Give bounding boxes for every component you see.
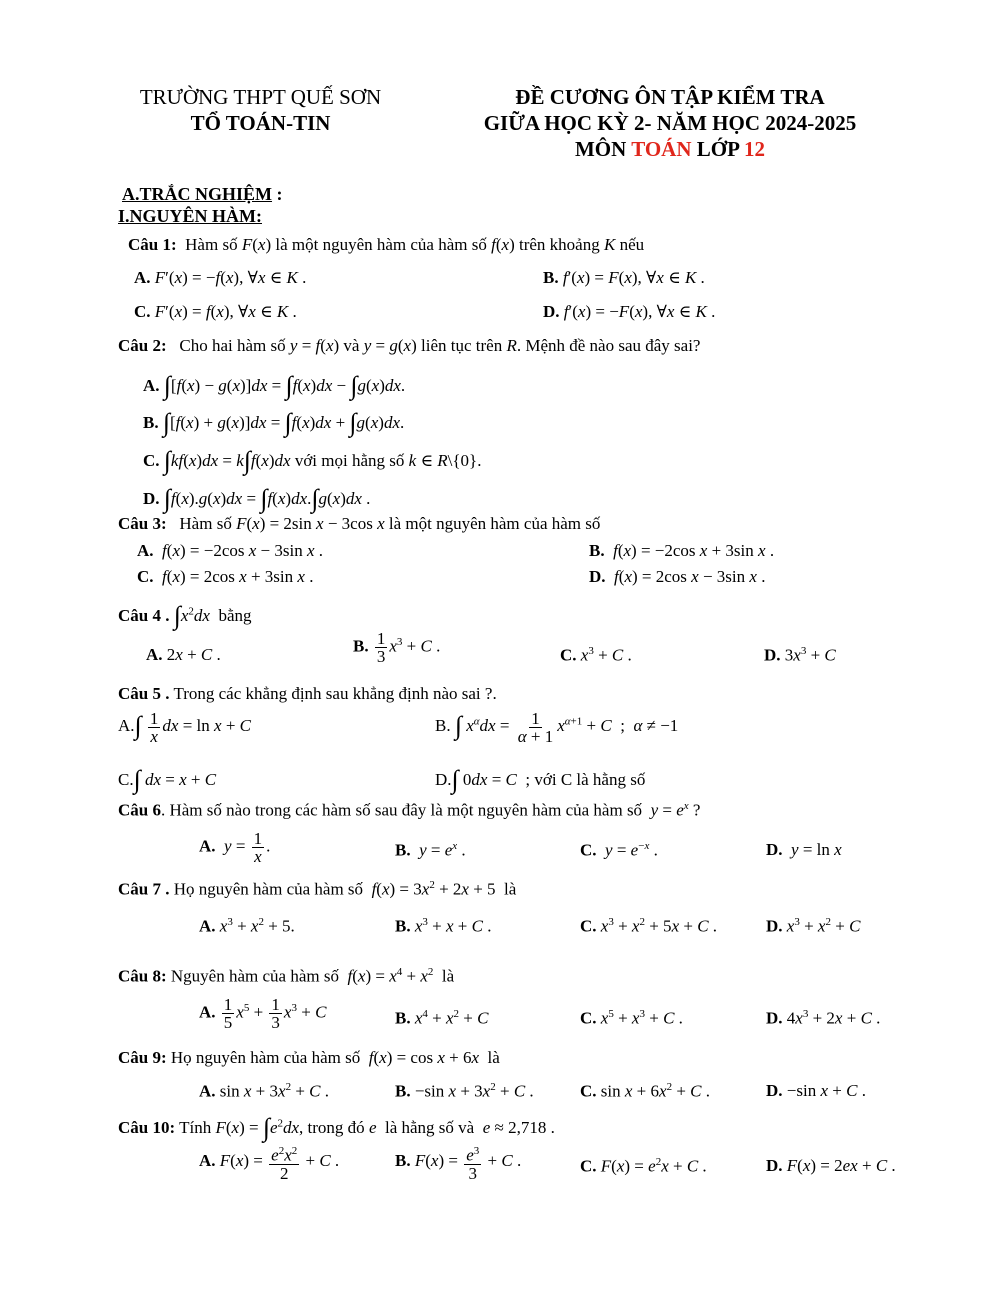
q9-option-d[interactable]: D. −sin x + C . <box>766 1081 866 1100</box>
q10-option-a[interactable]: A. F(x) = $\frac{e^2x^2}{2}$ + C . <box>199 1145 340 1183</box>
question-2: Câu 2: Cho hai hàm số y = f(x) và y = g(x) liên tục trên R. Mệnh đề nào sau đây sai? <box>118 336 701 355</box>
q8-option-c[interactable]: C. $x^5 + x^3 + C$ . <box>580 1008 683 1028</box>
q7-option-b[interactable]: B. $x^3 + x + C$ . <box>395 916 492 936</box>
q6-option-d[interactable]: D. y = ln x <box>766 840 842 859</box>
question-1: Câu 1: Hàm số F(x) là một nguyên hàm của hàm số f(x) trên khoảng K nếu <box>128 235 645 254</box>
q10-option-b[interactable]: B. F(x) = $\frac{e^3}{3}$ + C . <box>395 1145 522 1183</box>
doc-title-line1: ĐỀ CƯƠNG ÔN TẬP KIỂM TRA <box>515 85 825 109</box>
q7-option-d[interactable]: D. $x^3 + x^2 + C$ <box>766 916 861 936</box>
q8-option-b[interactable]: B. $x^4 + x^2 + C$ <box>395 1008 489 1028</box>
q6-option-c[interactable]: C. $y = e^{-x}$ . <box>580 840 658 860</box>
q6-option-b[interactable]: B. $y = e^x$ . <box>395 840 466 860</box>
q2-option-a[interactable]: A. ∫[f(x) − g(x)]dx = ∫f(x)dx − ∫g(x)dx. <box>143 371 406 400</box>
q9-option-b[interactable]: B. −sin $x + 3x^2 + C$ . <box>395 1081 534 1101</box>
q5-option-a[interactable]: A.∫ $\frac{1}{x}$ dx = ln x + C <box>118 708 251 746</box>
q1-option-b[interactable]: B. f′(x) = F(x), ∀x ∈ K . <box>543 268 705 287</box>
q1-option-d[interactable]: D. f′(x) = −F(x), ∀x ∈ K . <box>543 302 716 321</box>
q3-option-a[interactable]: A. f(x) = −2cos x − 3sin x . <box>137 541 324 560</box>
q4-option-a[interactable]: A. 2x + C . <box>146 645 221 664</box>
q7-option-c[interactable]: C. $x^3 + x^2 + 5x + C$ . <box>580 916 718 936</box>
q7-option-a[interactable]: A. $x^3 + x^2 + 5$. <box>199 916 295 936</box>
subsection-title: I.NGUYÊN HÀM: <box>118 206 262 226</box>
question-4: Câu 4 . $\int x^2dx$ bằng <box>118 601 252 630</box>
school-name: TRƯỜNG THPT QUẾ SƠN <box>139 85 382 109</box>
question-5: Câu 5 . Trong các khẳng định sau khẳng định nào sai ?. <box>118 684 497 703</box>
question-9: Câu 9: Họ nguyên hàm của hàm số f(x) = cos x + 6x là <box>118 1048 500 1067</box>
question-10: Câu 10: Tính $F(x) = \int e^2dx$, trong đó e là hằng số và e ≈ 2,718 . <box>118 1113 555 1142</box>
q2-option-b[interactable]: B. ∫[f(x) + g(x)]dx = ∫f(x)dx + ∫g(x)dx. <box>143 408 405 437</box>
q10-option-c[interactable]: C. $F(x) = e^2x + C$ . <box>580 1156 707 1176</box>
q5-option-c[interactable]: C.∫ dx = x + C <box>118 765 217 794</box>
q5-option-d[interactable]: D.∫ 0dx = C ; với C là hằng số <box>435 765 646 794</box>
q2-option-c[interactable]: C. ∫kf(x)dx = k∫f(x)dx với mọi hằng số k ∈ R\{0}. <box>143 446 482 475</box>
q4-option-b[interactable]: B. $\frac{1}{3}$ $x^3 + C$ . <box>353 629 441 666</box>
q8-option-d[interactable]: D. $4x^3 + 2x + C$ . <box>766 1008 881 1028</box>
question-3: Câu 3: Hàm số F(x) = 2sin x − 3cos x là một nguyên hàm của hàm số <box>118 514 601 533</box>
q5-option-b[interactable]: B. ∫ $x^\alpha dx$ = $\frac{1}{\alpha + 1}$ $x^{\alpha+1} + C$ ; α ≠ −1 <box>435 708 679 746</box>
grade-number: 12 <box>744 137 765 161</box>
q9-option-a[interactable]: A. $\sin x + 3x^2 + C$ . <box>199 1081 329 1101</box>
q3-option-c[interactable]: C. f(x) = 2cos x + 3sin x . <box>137 567 314 586</box>
q8-option-a[interactable]: A. $\frac{1}{5}$ $x^5$ + $\frac{1}{3}$ $x^3 + C$ <box>199 995 327 1032</box>
question-7: Câu 7 . Họ nguyên hàm của hàm số $f(x) = 3x^2 + 2x + 5$ là <box>118 879 517 899</box>
question-6: Câu 6. Hàm số nào trong các hàm số sau đây là một nguyên hàm của hàm số $y = e^x$ ? <box>118 800 701 820</box>
q9-option-c[interactable]: C. $\sin x + 6x^2 + C$ . <box>580 1081 710 1101</box>
subject-name: TOÁN <box>631 137 692 161</box>
q6-option-a[interactable]: A. y = $\frac{1}{x}$ . <box>199 829 271 866</box>
q10-option-d[interactable]: D. F(x) = 2ex + C . <box>766 1156 896 1175</box>
q1-option-a[interactable]: A. F′(x) = −f(x), ∀x ∈ K . <box>134 268 307 287</box>
department-name: TỔ TOÁN-TIN <box>190 111 331 135</box>
question-8: Câu 8: Nguyên hàm của hàm số $f(x) = x^4 + x^2$ là <box>118 966 455 986</box>
q3-option-d[interactable]: D. f(x) = 2cos x − 3sin x . <box>589 567 766 586</box>
doc-title-line2: GIỮA HỌC KỲ 2- NĂM HỌC 2024-2025 <box>483 111 857 135</box>
q4-option-d[interactable]: D. $3x^3 + C$ <box>764 645 836 665</box>
q2-option-d[interactable]: D. ∫f(x).g(x)dx = ∫f(x)dx.∫g(x)dx . <box>143 484 371 513</box>
section-title: A.TRẮC NGHIỆM : <box>122 184 283 204</box>
q4-option-c[interactable]: C. $x^3 + C$ . <box>560 645 632 665</box>
q3-option-b[interactable]: B. f(x) = −2cos x + 3sin x . <box>589 541 775 560</box>
q1-option-c[interactable]: C. F′(x) = f(x), ∀x ∈ K . <box>134 302 297 321</box>
doc-title-line3: MÔN TOÁN LỚP 12 <box>574 137 765 161</box>
